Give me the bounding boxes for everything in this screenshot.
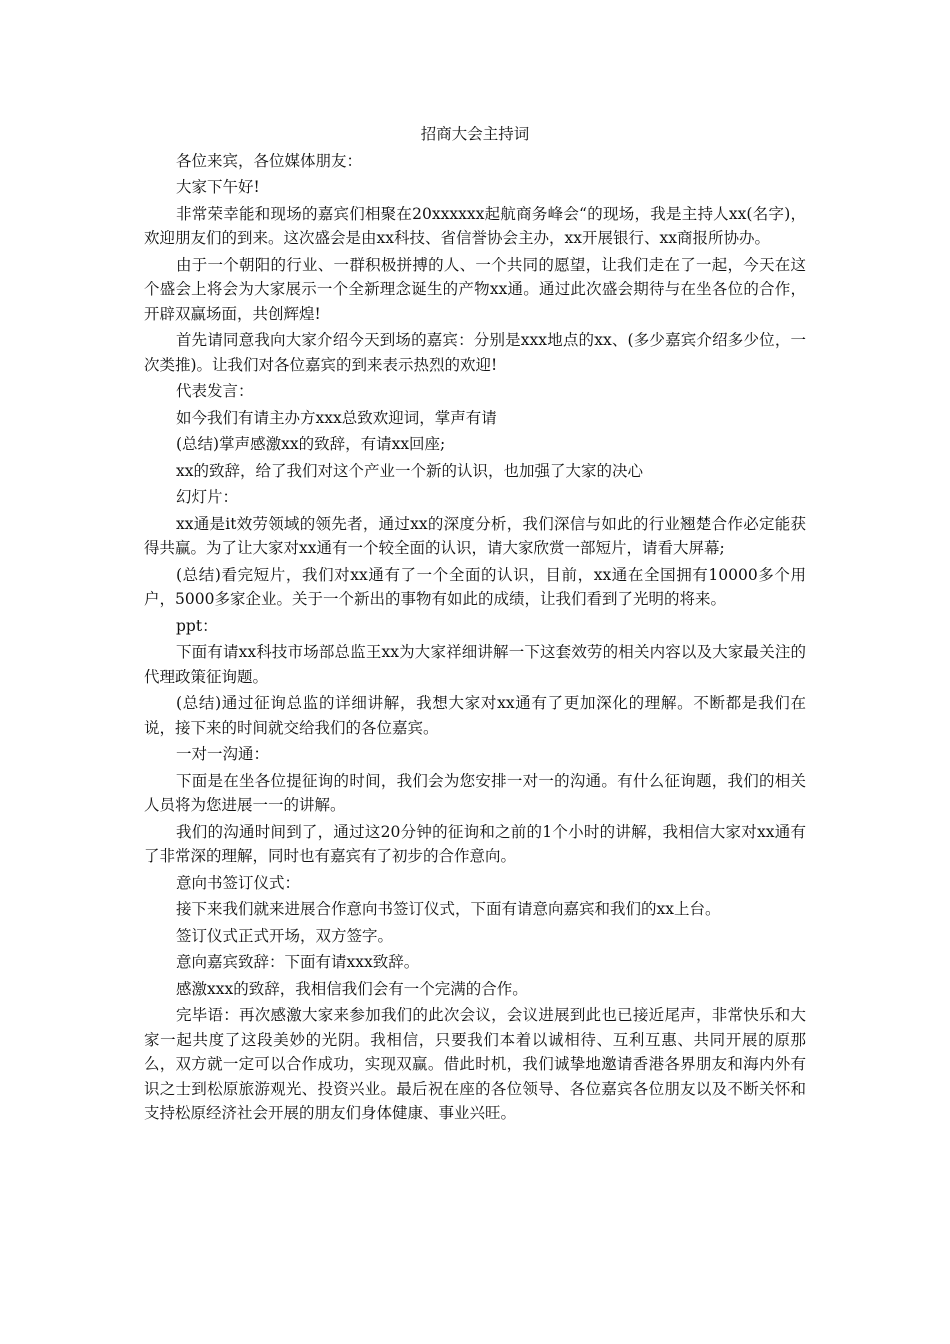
paragraph-host-speech: 如今我们有请主办方xxx总致欢迎词，掌声有请 [176,408,497,427]
paragraph-one-on-one-heading: 一对一沟通： [176,745,270,763]
paragraph-welcome: 非常荣幸能和现场的嘉宾们相聚在20xxxxxx起航商务峰会“的现场，我是主持人xx(名字)，欢迎朋友们的到来。这次盛会是由xx科技、省信誉协会主办，xx开展银行、xx商报所协办。 [144,204,806,247]
paragraph-summary-thanks: (总结)掌声感激xx的致辞，有请xx回座; [176,435,446,453]
paragraph-signing-invite: 接下来我们就来进展合作意向书签订仪式，下面有请意向嘉宾和我们的xx上台。 [176,900,721,918]
paragraph-guest-thanks: 感激xxx的致辞，我相信我们会有一个完满的合作。 [176,979,528,998]
paragraph-video-summary: (总结)看完短片，我们对xx通有了一个全面的认识，目前，xx通在全国拥有10000多个用户，5000多家企业。关于一个新出的事物有如此的成绩，让我们看到了光明的将来。 [144,565,806,608]
paragraph-qa-time: 下面是在坐各位提征询的时间，我们会为您安排一对一的沟通。有什么征询题，我们的相关人员将为您进展一一的讲解。 [144,771,806,814]
paragraph-ppt-heading: ppt： [176,616,218,635]
paragraph-slides-heading: 幻灯片： [176,488,239,506]
paragraph-greeting: 各位来宾，各位媒体朋友： [176,151,363,170]
paragraph-guest-intro: 首先请同意我向大家介绍今天到场的嘉宾：分别是xxx地点的xx、(多少嘉宾介绍多少位，一次类推)。让我们对各位嘉宾的到来表示热烈的欢迎! [144,331,806,374]
paragraph-representative-heading: 代表发言： [176,382,254,400]
paragraph-qa-end: 我们的沟通时间到了，通过这20分钟的征询和之前的1个小时的讲解，我相信大家对xx通有了非常深的理解，同时也有嘉宾有了初步的合作意向。 [144,822,806,865]
paragraph-signing-heading: 意向书签订仪式： [176,873,301,892]
paragraph-good-afternoon: 大家下午好! [176,178,260,196]
paragraph-guest-speech: 意向嘉宾致辞：下面有请xxx致辞。 [176,953,420,971]
paragraph-signing-start: 签订仪式正式开场，双方签字。 [176,926,394,945]
paragraph-director-summary: (总结)通过征询总监的详细讲解，我想大家对xx通有了更加深化的理解。不断都是我们在说，接下来的时间就交给我们的各位嘉宾。 [144,694,806,737]
paragraph-director-intro: 下面有请xx科技市场部总监王xx为大家祥细讲解一下这套效劳的相关内容以及大家最关注的代理政策征询题。 [144,643,806,686]
document-body [144,122,806,1128]
paragraph-new-understanding: xx的致辞，给了我们对这个产业一个新的认识，也加强了大家的决心 [176,461,643,480]
document-title: 招商大会主持词 [420,125,530,143]
paragraph-industry: 由于一个朝阳的行业、一群积极拼搏的人、一个共同的愿望，让我们走在了一起，今天在这个盛会上将会为大家展示一个全新理念诞生的产物xx通。通过此次盛会期待与在坐各位的合作，开辟双赢场面，共创辉煌! [144,255,806,323]
paragraph-leader-intro: xx通是it效劳领域的领先者，通过xx的深度分析，我们深信与如此的行业翘楚合作必定能获得共赢。为了让大家对xx通有一个较全面的认识，请大家欣赏一部短片，请看大屏幕; [144,514,806,557]
paragraph-closing: 完毕语：再次感激大家来参加我们的此次会议，会议进展到此也已接近尾声，非常快乐和大家一起共度了这段美妙的光阴。我相信，只要我们本着以诚相待、互利互惠、共同开展的原那么，双方就一定可以合作成功，实现双赢。借此时机，我们诚挚地邀请香港各界朋友和海内外有识之士到松原旅游观光、投资兴业。最后祝在座的各位领导、各位嘉宾各位朋友以及不断关怀和支持松原经济社会开展的朋友们身体健康、事业兴旺。 [144,1006,806,1122]
